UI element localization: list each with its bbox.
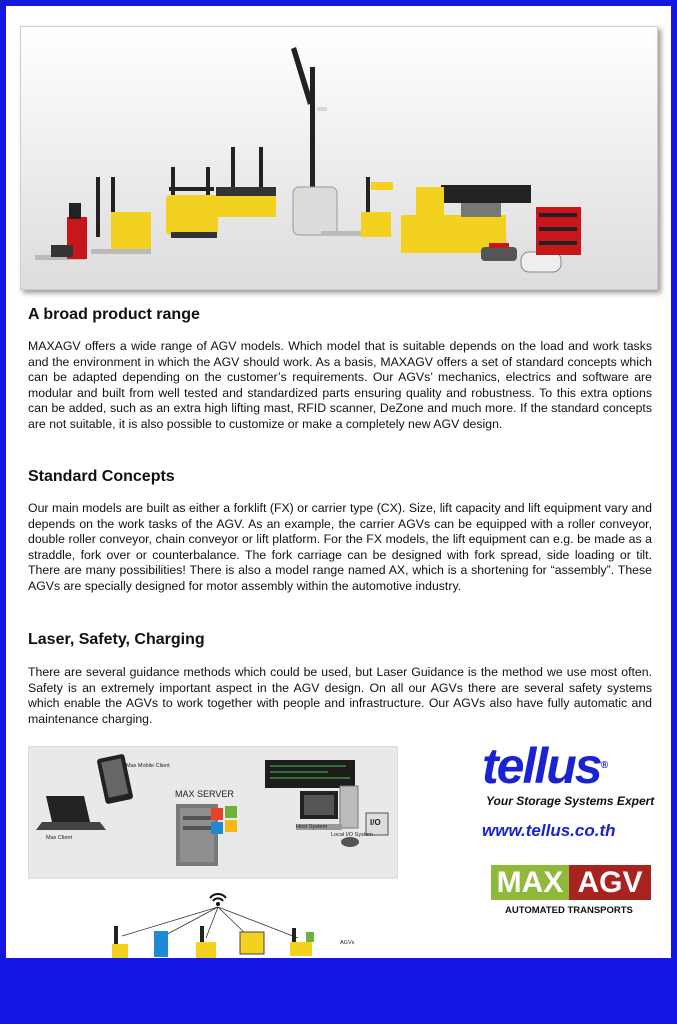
agv-fleet-icons (112, 926, 314, 958)
maxagv-logo (491, 861, 651, 917)
logo-max: MAX (491, 865, 569, 900)
label-io-badge: I/O (370, 818, 381, 827)
label-max-server: MAX SERVER (175, 789, 234, 799)
paragraph-product-range: MAXAGV offers a wide range of AGV models. Which model that is suitable depends on the load and work tasks and the environment in which the AGV should work. As a basis, MAXAGV offers a set of standard concepts which can be adapted depending on the customer’s requirements. Our AGVs’ mechanics, electrics and software are modular and built from well tested and standardized parts ensuring quality and robustness. To this extra options can be added, such as an extra high lifting mast, RFID scanner, DeZone and much more. If the standard concepts are not suitable, it is also possible to customize or make a completely new AGV design. (28, 339, 652, 431)
heading-standard-concepts: Standard Concepts (28, 468, 175, 485)
tellus-slogan: Your Storage Systems Expert (486, 794, 655, 808)
wifi-icon (210, 894, 226, 906)
heading-laser-safety-charging: Laser, Safety, Charging (28, 631, 205, 648)
agv-product-range-image (20, 26, 658, 290)
label-io-system: Local I/O System (331, 832, 373, 838)
paragraph-laser-safety-charging: There are several guidance methods which could be used, but Laser Guidance is the method we use most often. Safety is an extremely important aspect in the AGV design. On all our AGVs there are several safety systems which enable the AGVs to work together with people and infrastructure. Our AGVs also have fully automatic and maintenance charging. (28, 665, 652, 726)
tellus-wordmark: tellus® (482, 738, 606, 794)
page (6, 6, 671, 958)
paragraph-standard-concepts: Our main models are built as either a forklift (FX) or carrier type (CX). Size, lift capacity and lift equipment vary and depends on the work tasks of the AGV. As an example, the carrier AGVs can be equipped with a roller conveyor, double roller conveyor, chain conveyor or lift platform. For the FX models, the lift equipment can e.g. be made as a straddle, fork over or counterbalance. The fork carriage can be designed with fork spread, side loading or tilt. There are many possibilities! There is also a model range named AX, which is a shortening for “assembly”. These AGVs are specially designed for motor assembly within the automotive industry. (28, 501, 652, 593)
label-agvs: AGVs (340, 940, 355, 946)
logo-subtitle: AUTOMATED TRANSPORTS (505, 905, 633, 916)
system-diagram (28, 746, 398, 958)
label-mobile-client: Max Mobile Client (126, 763, 170, 769)
label-max-client: Max Client (46, 835, 72, 841)
heading-product-range: A broad product range (28, 306, 200, 323)
label-host-system: Host System (296, 824, 328, 830)
logo-agv: AGV (569, 865, 651, 900)
registered-mark: ® (600, 760, 606, 771)
tellus-website-link[interactable]: www.tellus.co.th (482, 821, 616, 840)
